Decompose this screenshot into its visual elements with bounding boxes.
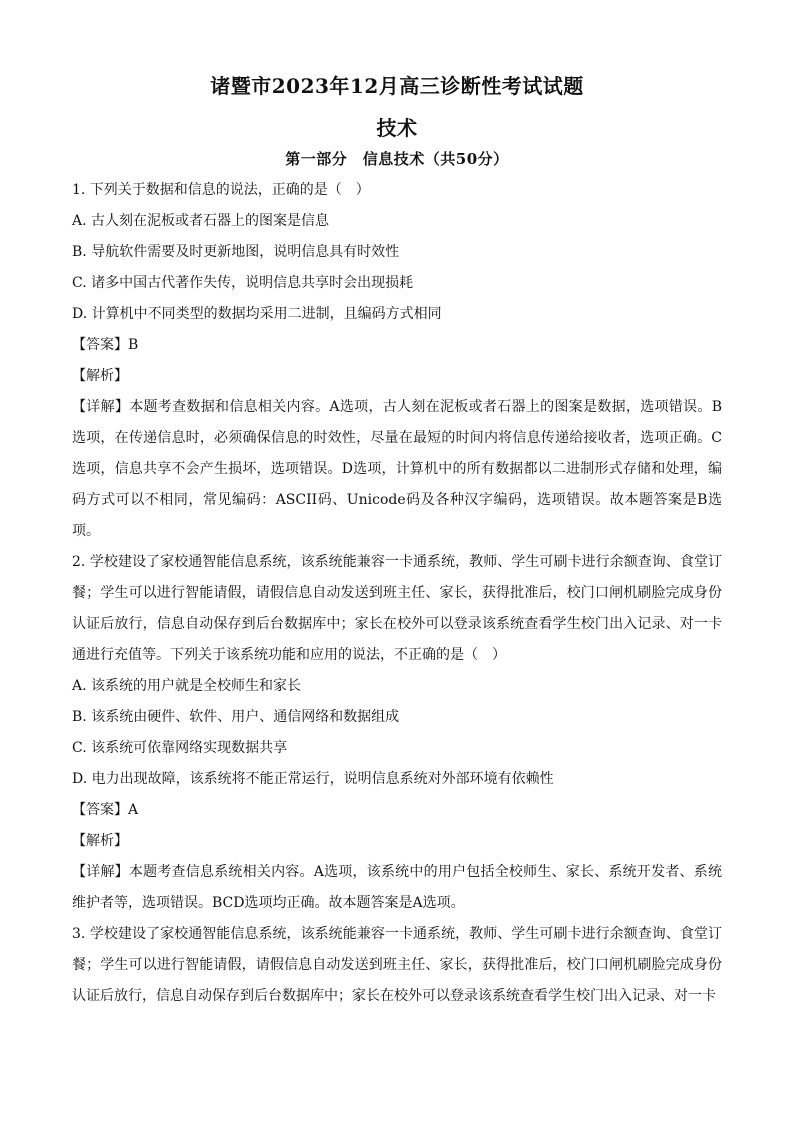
question-2-answer: 【答案】A — [72, 802, 139, 818]
subject-title: 技术 — [376, 116, 418, 140]
question-1-option-b: B. 导航软件需要及时更新地图，说明信息具有时效性 — [72, 244, 400, 260]
document-title: 诸暨市2023年12月高三诊断性考试试题 — [210, 74, 584, 98]
question-1-option-d: D. 计算机中不同类型的数据均采用二进制，且编码方式相同 — [72, 306, 442, 322]
question-2-detail: 【详解】本题考查信息系统相关内容。A选项，该系统中的用户包括全校师生、家长、系统开发者、系统维护者等，选项错误。BCD选项均正确。故本题答案是A选项。 — [72, 864, 722, 911]
question-1-option-c: C. 诸多中国古代著作失传，说明信息共享时会出现损耗 — [72, 275, 414, 291]
question-2-stem: 2. 学校建设了家校通智能信息系统，该系统能兼容一卡通系统，教师、学生可刷卡进行余额查询、食堂订餐；学生可以进行智能请假，请假信息自动发送到班主任、家长，获得批准后，校门口闸机刷脸完成身份认证后放行，信息自动保存到后台数据库中；家长在校外可以登录该系统查看学生校门出入记录、对一卡通进行充值等。下列关于该系统功能和应用的说法，不正确的是（ ） — [72, 554, 722, 663]
question-1-detail: 【详解】本题考查数据和信息相关内容。A选项，古人刻在泥板或者石器上的图案是数据，选项错误。B选项，在传递信息时，必须确保信息的时效性，尽量在最短的时间内将信息传递给接收者，选项正确。C选项，信息共享不会产生损坏，选项错误。D选项，计算机中的所有数据都以二进制形式存储和处理，编码方式可以不相同，常见编码：ASCII码、Unicode码及各种汉字编码，选项错误。故本题答案是B选项。 — [72, 399, 722, 539]
question-2-analysis-label: 【解析】 — [72, 833, 128, 849]
question-3-stem: 3. 学校建设了家校通智能信息系统，该系统能兼容一卡通系统，教师、学生可刷卡进行余额查询、食堂订餐；学生可以进行智能请假，请假信息自动发送到班主任、家长，获得批准后，校门口闸机刷脸完成身份认证后放行，信息自动保存到后台数据库中；家长在校外可以登录该系统查看学生校门出入记录、对一卡 — [72, 926, 722, 1004]
question-1-option-a: A. 古人刻在泥板或者石器上的图案是信息 — [72, 213, 330, 229]
question-2-option-d: D. 电力出现故障，该系统将不能正常运行，说明信息系统对外部环境有依赖性 — [72, 771, 554, 787]
document-content — [72, 175, 722, 1012]
question-1-analysis-label: 【解析】 — [72, 368, 128, 384]
question-2-option-a: A. 该系统的用户就是全校师生和家长 — [72, 678, 302, 694]
question-2-option-b: B. 该系统由硬件、软件、用户、通信网络和数据组成 — [72, 709, 400, 725]
question-1-answer: 【答案】B — [72, 337, 139, 353]
section-title: 第一部分 信息技术（共50分） — [285, 150, 509, 168]
question-1-stem: 1. 下列关于数据和信息的说法，正确的是（ ） — [72, 182, 370, 198]
question-2-option-c: C. 该系统可依靠网络实现数据共享 — [72, 740, 288, 756]
